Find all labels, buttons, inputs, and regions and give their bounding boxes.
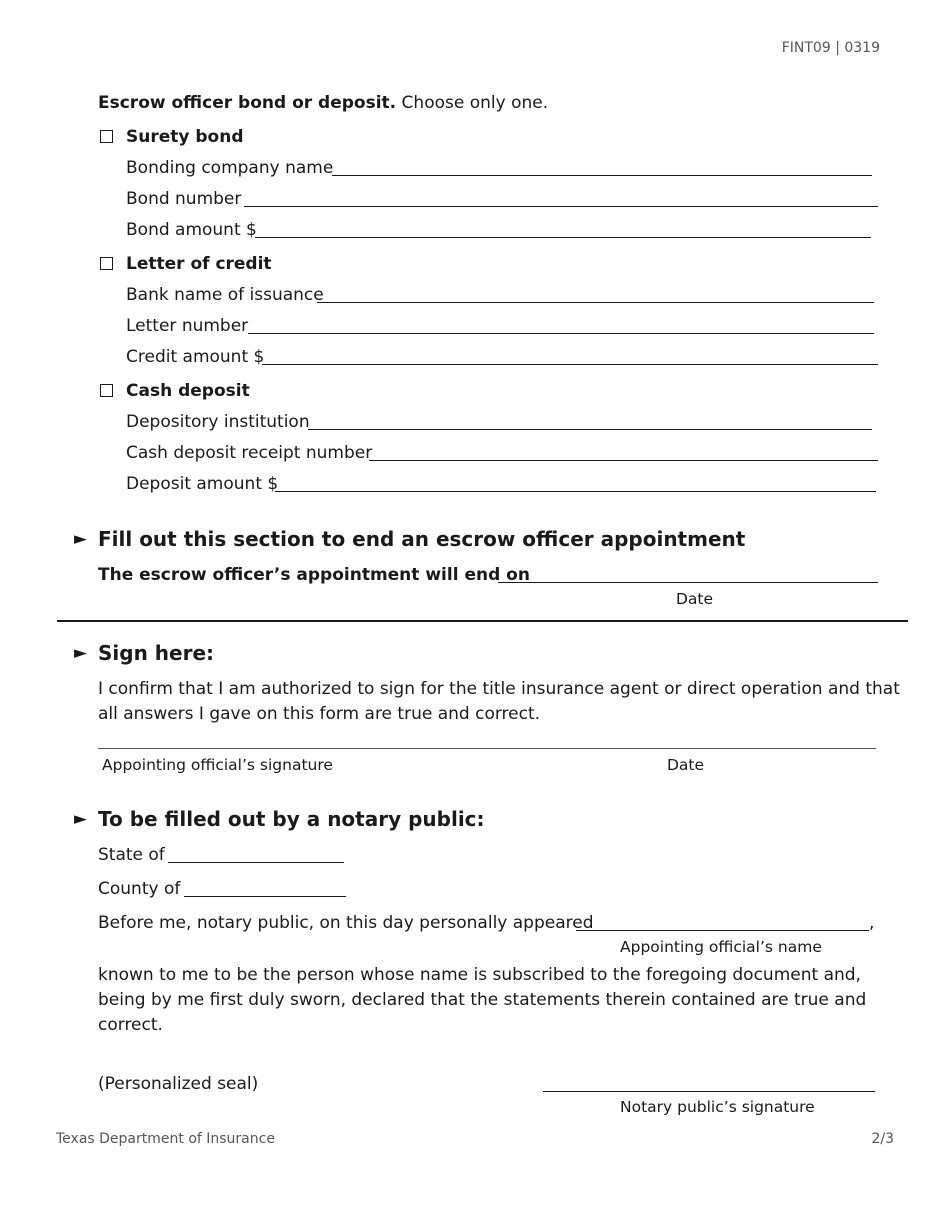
form-code: FINT09 | 0319 (781, 40, 880, 56)
letter-of-credit-title: Letter of credit (126, 254, 272, 274)
notary-section-arrow-icon: ► (74, 809, 88, 829)
bond-number-label: Bond number (126, 189, 242, 209)
confirm-text-line1: I confirm that I am authorized to sign for the title insurance agent or direct operation and that (98, 679, 900, 699)
surety-bond-checkbox[interactable] (100, 130, 113, 143)
escrow-heading-bold: Escrow officer bond or deposit. (98, 93, 397, 113)
footer-agency: Texas Department of Insurance (56, 1131, 275, 1147)
notary-signature-caption: Notary public’s signature (620, 1098, 815, 1116)
sign-section-arrow-icon: ► (74, 643, 88, 663)
letter-number-label: Letter number (126, 316, 249, 336)
state-of-label: State of (98, 845, 165, 865)
official-signature-caption: Appointing official’s signature (102, 756, 333, 774)
deposit-amount-label: Deposit amount $ (126, 474, 279, 494)
cash-deposit-checkbox[interactable] (100, 384, 113, 397)
county-of-label: County of (98, 879, 181, 899)
bond-amount-field[interactable] (255, 237, 871, 238)
cash-receipt-label: Cash deposit receipt number (126, 443, 373, 463)
personalized-seal-label: (Personalized seal) (98, 1074, 259, 1094)
known-text-line2: being by me first duly sworn, declared that the statements therein contained are true and (98, 990, 867, 1010)
bank-name-field[interactable] (317, 302, 874, 303)
appeared-text: Before me, notary public, on this day personally appeared (98, 913, 594, 933)
surety-bond-title: Surety bond (126, 127, 244, 147)
bank-name-label: Bank name of issuance (126, 285, 324, 305)
letter-number-field[interactable] (248, 333, 874, 334)
known-text-line3: correct. (98, 1015, 163, 1035)
notary-section-title: To be filled out by a notary public: (98, 807, 485, 831)
depository-institution-label: Depository institution (126, 412, 310, 432)
appointing-official-name-caption: Appointing official’s name (620, 938, 822, 956)
sign-section-title: Sign here: (98, 641, 215, 665)
bond-amount-label: Bond amount $ (126, 220, 257, 240)
credit-amount-field[interactable] (262, 364, 878, 365)
notary-signature-line[interactable] (543, 1091, 875, 1092)
appeared-name-field[interactable] (576, 930, 869, 931)
bonding-company-label: Bonding company name (126, 158, 334, 178)
official-signature-date-caption: Date (667, 756, 705, 774)
escrow-heading-rest: Choose only one. (396, 93, 549, 113)
confirm-text-line2: all answers I gave on this form are true and correct. (98, 704, 541, 724)
footer-page-number: 2/3 (871, 1131, 894, 1147)
bond-number-field[interactable] (244, 206, 878, 207)
cash-deposit-title: Cash deposit (126, 381, 250, 401)
credit-amount-label: Credit amount $ (126, 347, 265, 367)
official-signature-line[interactable] (98, 748, 876, 749)
cash-receipt-field[interactable] (369, 460, 878, 461)
end-section-arrow-icon: ► (74, 529, 88, 549)
depository-institution-field[interactable] (308, 429, 872, 430)
escrow-heading (98, 93, 548, 113)
end-date-caption: Date (676, 590, 714, 608)
county-of-field[interactable] (184, 896, 346, 897)
section-divider (57, 620, 908, 622)
end-section-title: Fill out this section to end an escrow officer appointment (98, 527, 746, 551)
state-of-field[interactable] (168, 862, 344, 863)
deposit-amount-field[interactable] (275, 491, 876, 492)
bonding-company-field[interactable] (332, 175, 872, 176)
letter-of-credit-checkbox[interactable] (100, 257, 113, 270)
end-date-statement: The escrow officer’s appointment will end on (98, 565, 530, 585)
known-text-line1: known to me to be the person whose name is subscribed to the foregoing document and, (98, 965, 861, 985)
end-date-field[interactable] (498, 582, 878, 583)
appeared-comma: , (869, 913, 875, 933)
